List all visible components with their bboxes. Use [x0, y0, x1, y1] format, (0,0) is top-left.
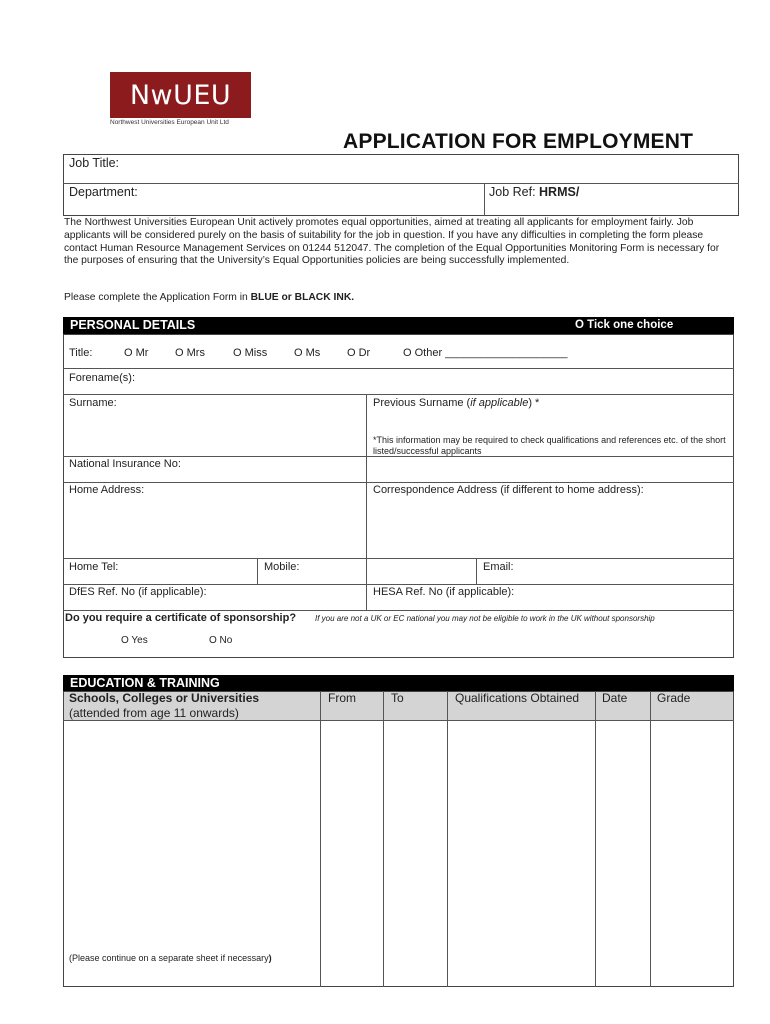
- divider: [366, 584, 367, 610]
- department-field[interactable]: Department:: [69, 185, 138, 199]
- prev-surname-suffix: ) *: [528, 397, 540, 409]
- from-input-area[interactable]: [321, 721, 383, 986]
- continue-note: [69, 953, 272, 963]
- continue-note-text: (Please continue on a separate sheet if necessary: [69, 953, 269, 963]
- title-option-miss[interactable]: O Miss: [233, 347, 268, 359]
- divider: [63, 610, 734, 611]
- ink-prefix: Please complete the Application Form in: [64, 292, 251, 303]
- divider: [63, 368, 734, 369]
- previous-surname-note: *This information may be required to check qualifications and references etc. of the short listed/successful applicants: [373, 435, 726, 456]
- ink-bold: BLUE or BLACK INK.: [250, 292, 355, 303]
- title-option-ms[interactable]: O Ms: [294, 347, 321, 359]
- job-header-box: [63, 154, 739, 216]
- correspondence-address-field[interactable]: Correspondence Address (if different to home address):: [373, 484, 644, 496]
- job-title-field[interactable]: Job Title:: [69, 156, 120, 170]
- home-tel-field[interactable]: Home Tel:: [69, 561, 119, 573]
- col-date-header: Date: [602, 691, 628, 705]
- logo: [110, 72, 251, 118]
- prev-surname-prefix: Previous Surname (: [373, 397, 471, 409]
- col-qualifications-header: Qualifications Obtained: [455, 691, 580, 705]
- col-schools-header: Schools, Colleges or Universities: [69, 691, 260, 705]
- page-title: APPLICATION FOR EMPLOYMENT: [343, 130, 694, 153]
- intro-paragraph: The Northwest Universities European Unit actively promotes equal opportunities, aimed at treating all applicants for employment fairly. Job applicants will be considered purely on the basis of suitability for the job in question. If you have any difficulties in completing the form please contact Human Resource Management Services on 01244 512047. The completion of the Equal Opportunities Monitoring Form is necessary for the purposes of ensuring that the University’s Equal Opportunities policies are being successfully implemented.: [64, 217, 720, 267]
- logo-text: NwUEU: [129, 79, 232, 111]
- sponsorship-note: If you are not a UK or EC national you may not be eligible to work in the UK without sponsorship: [315, 614, 655, 623]
- title-option-other[interactable]: O Other ____________________: [403, 347, 568, 359]
- sponsorship-no[interactable]: O No: [209, 635, 233, 646]
- col-to-header: To: [391, 691, 404, 705]
- col-grade-header: Grade: [657, 691, 691, 705]
- continue-note-close: ): [268, 953, 272, 963]
- divider: [63, 394, 734, 395]
- forenames-field[interactable]: Forename(s):: [69, 372, 136, 384]
- divider: [63, 456, 734, 457]
- logo-subtitle: Northwest Universities European Unit Ltd: [110, 119, 229, 126]
- mobile-field[interactable]: Mobile:: [264, 561, 300, 573]
- hesa-ref-field[interactable]: HESA Ref. No (if applicable):: [373, 586, 515, 598]
- divider: [63, 183, 739, 184]
- sponsorship-question: Do you require a certificate of sponsorship?: [65, 612, 297, 624]
- ni-number-field[interactable]: National Insurance No:: [69, 458, 181, 470]
- ink-instruction: [64, 292, 734, 305]
- divider: [476, 558, 477, 584]
- title-option-mrs[interactable]: O Mrs: [175, 347, 205, 359]
- prev-surname-italic: if applicable: [470, 397, 529, 409]
- date-input-area[interactable]: [596, 721, 650, 986]
- divider: [63, 584, 734, 585]
- personal-details-header: [63, 317, 734, 334]
- divider: [484, 183, 485, 216]
- home-address-field[interactable]: Home Address:: [69, 484, 145, 496]
- email-field[interactable]: Email:: [483, 561, 514, 573]
- qualifications-input-area[interactable]: [448, 721, 595, 986]
- personal-details-title: PERSONAL DETAILS: [70, 318, 196, 332]
- col-from-header: From: [328, 691, 356, 705]
- title-option-dr[interactable]: O Dr: [347, 347, 371, 359]
- dfes-ref-field[interactable]: DfES Ref. No (if applicable):: [69, 586, 207, 598]
- col-schools-subheader: (attended from age 11 onwards): [69, 706, 239, 720]
- education-header: [63, 675, 734, 691]
- job-ref-label: Job Ref:: [489, 185, 540, 199]
- to-input-area[interactable]: [384, 721, 447, 986]
- surname-field[interactable]: Surname:: [69, 397, 117, 409]
- title-label: Title:: [69, 347, 93, 359]
- job-ref-value: HRMS/: [539, 185, 580, 199]
- sponsorship-yes[interactable]: O Yes: [121, 635, 148, 646]
- tick-hint: O Tick one choice: [575, 319, 674, 331]
- divider: [63, 482, 734, 483]
- schools-input-area[interactable]: [64, 721, 320, 951]
- divider: [257, 558, 258, 584]
- title-option-mr[interactable]: O Mr: [124, 347, 149, 359]
- previous-surname-field[interactable]: [373, 397, 539, 409]
- job-ref-field[interactable]: [489, 185, 579, 199]
- grade-input-area[interactable]: [651, 721, 733, 986]
- divider: [366, 394, 367, 584]
- divider: [63, 558, 734, 559]
- education-title: EDUCATION & TRAINING: [70, 676, 220, 690]
